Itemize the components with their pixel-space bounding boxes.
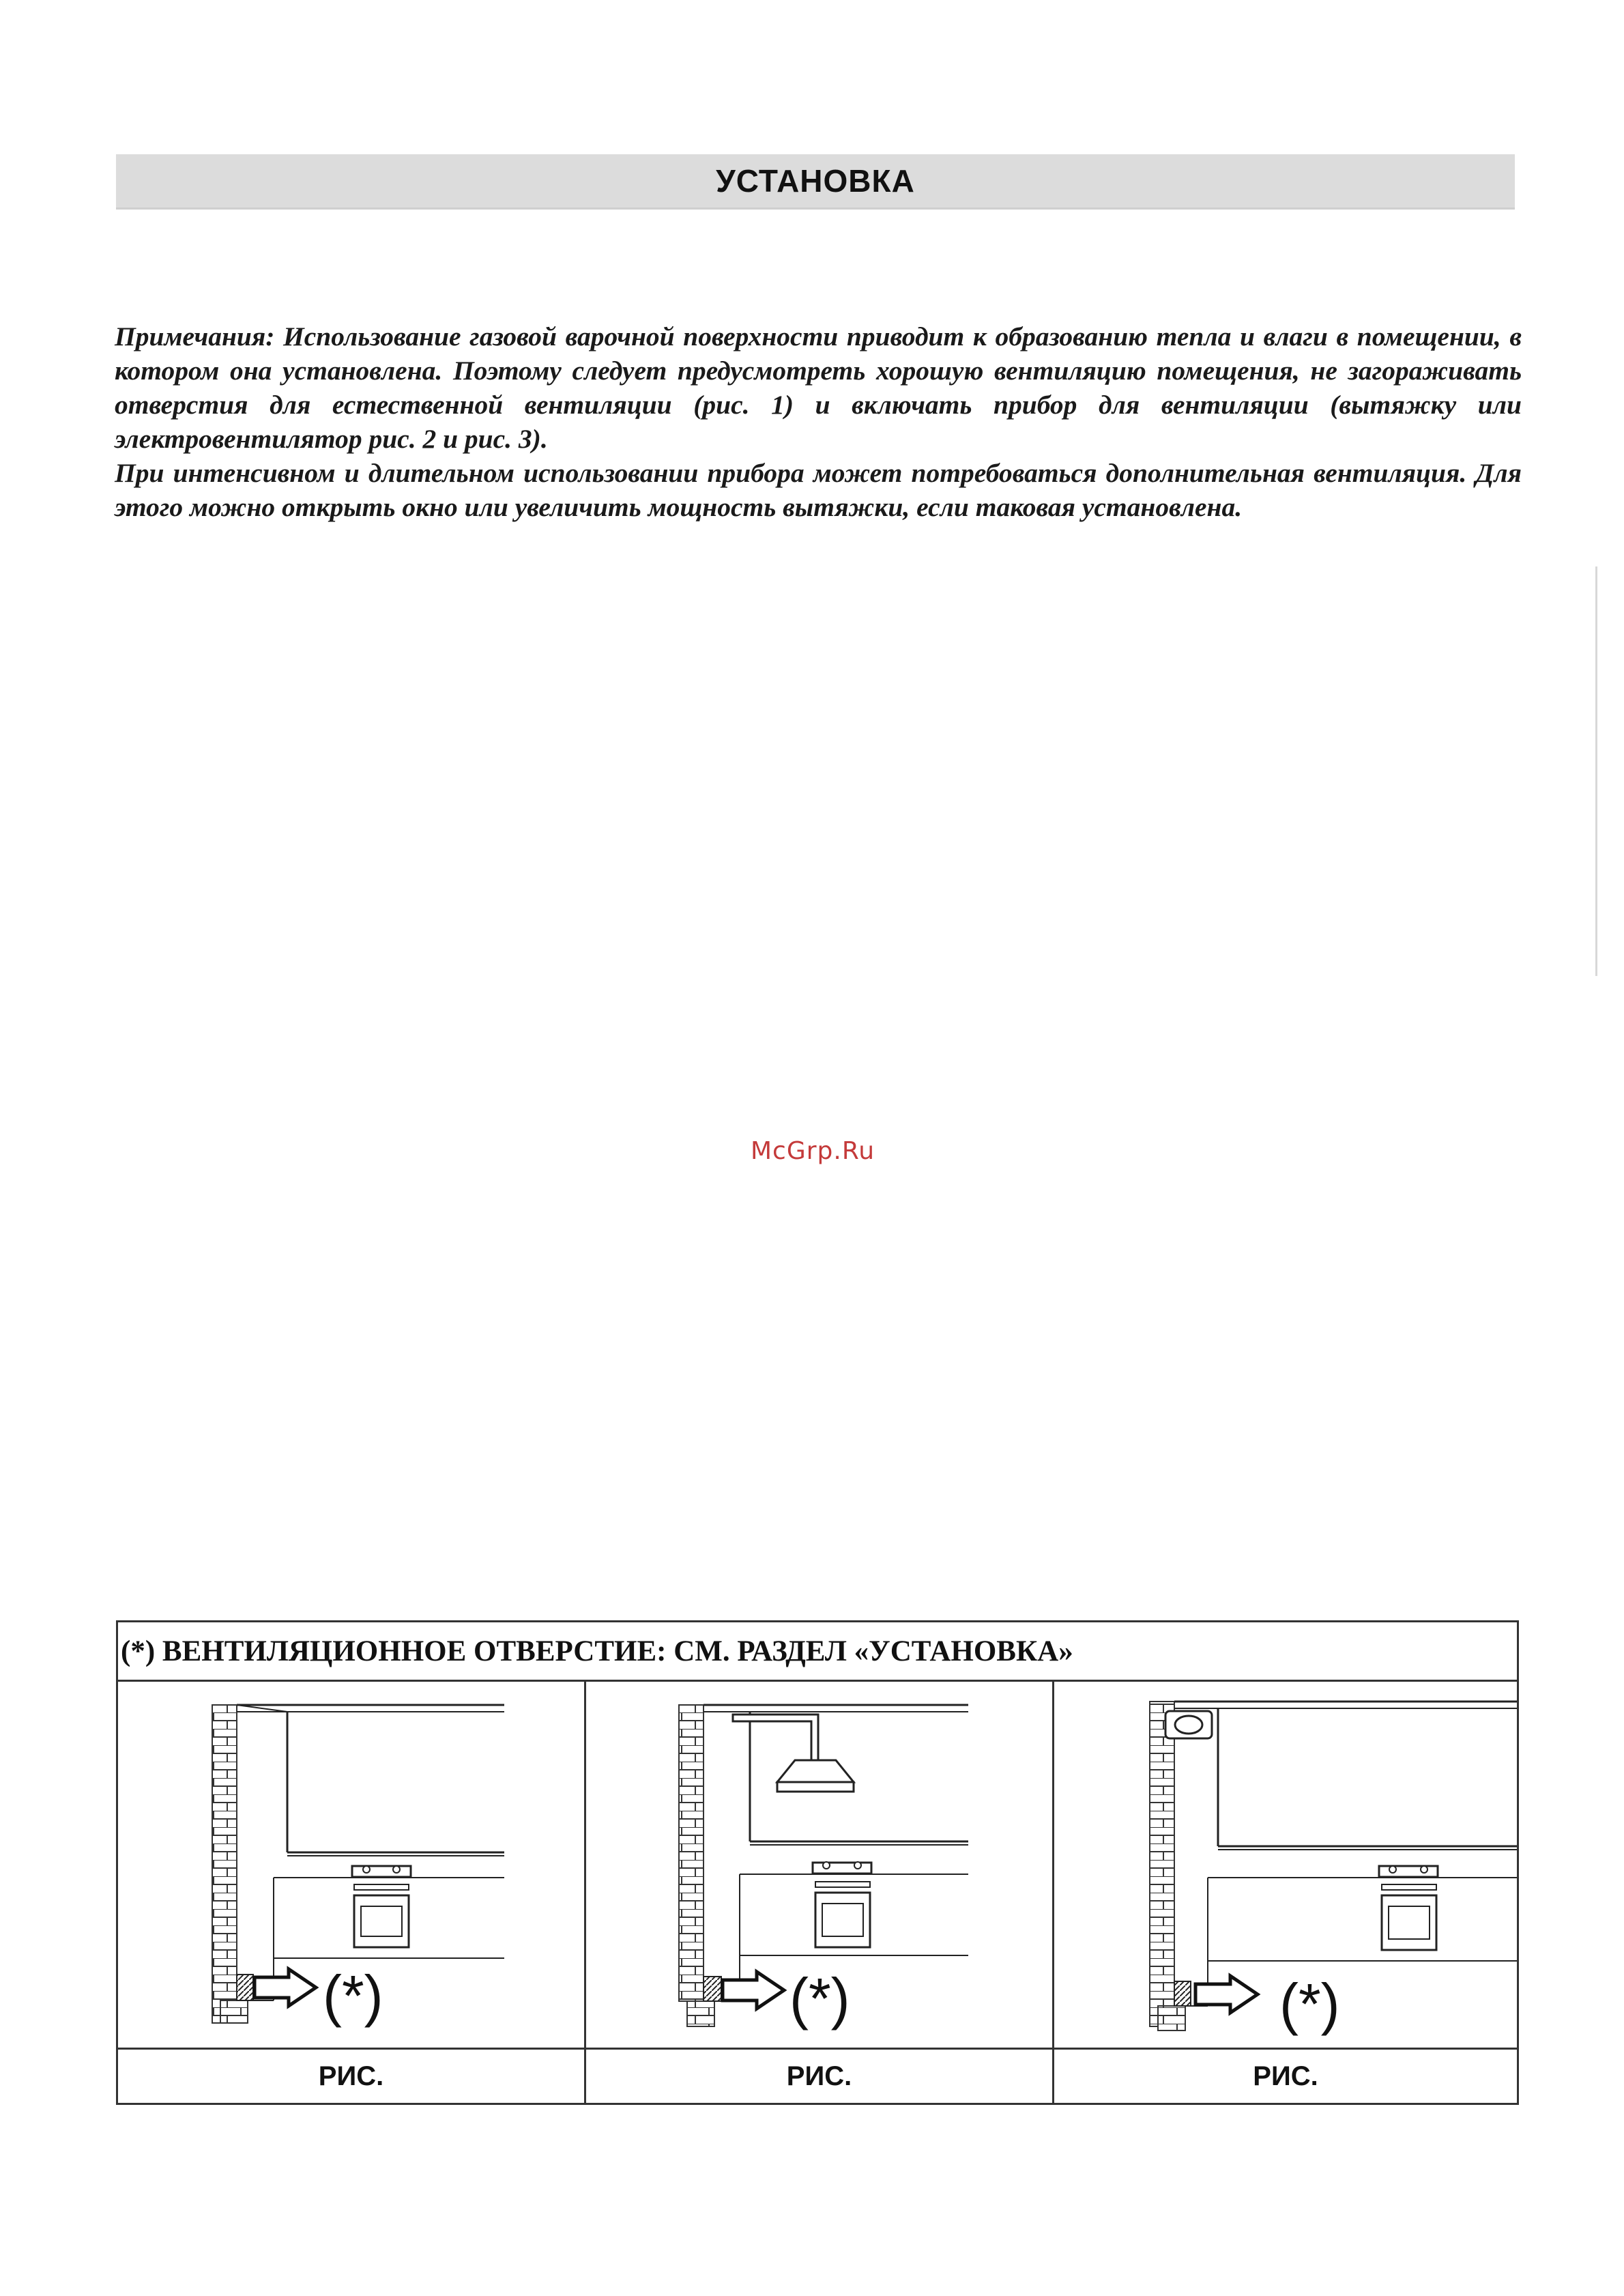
notes-paragraph-2: При интенсивном и длительном использовании прибора может потребоваться дополнительная вентиляция. Для этого можно открыть окно или увеличить мощность вытяжки, если таковая установлена. [115,458,1522,522]
section-header-bar [116,154,1515,210]
hood-icon [777,1760,854,1782]
figure-2-cell [586,1680,1054,2048]
airflow-arrow-icon [1195,1976,1258,2013]
figure-3-cell [1054,1680,1517,2048]
vent-grille [237,1975,253,2000]
vent-grille [704,1977,721,2001]
figure-1-illustration [118,1680,586,2048]
vent-marker: (*) [789,1966,850,2030]
brick-base [1158,2006,1185,2030]
watermark: McGrp.Ru [751,1137,875,1165]
figure-3-label-cell [1054,2048,1517,2103]
notes-paragraph-1: Примечания: Использование газовой варочной поверхности приводит к образованию тепла и влаги в помещении, в котором она установлена. Поэтому следует предусмотреть хорошую вентиляцию помещения, не загораживать отверстия для естественной вентиляции (рис. 1) и включать прибор для вентиляции (вытяжку или электровентилятор рис. 2 и рис. 3). [115,321,1522,454]
figure-2-label-cell [586,2048,1054,2103]
vent-marker: (*) [1279,1972,1340,2036]
figure-3-label: РИС. [1253,2061,1318,2091]
hood-duct [733,1714,818,1760]
figure-2-label: РИС. [786,2061,852,2091]
vent-marker: (*) [323,1964,383,2028]
figures-caption-row [118,1622,1517,1682]
section-title: УСТАНОВКА [716,163,915,199]
cooktop-icon [352,1866,411,1877]
cooktop-icon [1379,1866,1438,1877]
brick-base [220,2000,248,2023]
figure-1-cell [118,1680,586,2048]
margin-line [1595,566,1597,976]
figures-caption: (*) ВЕНТИЛЯЦИОННОЕ ОТВЕРСТИЕ: СМ. РАЗДЕЛ «УСТАНОВКА» [121,1635,1073,1667]
brick-base [687,2001,714,2026]
vent-grille [1174,1981,1191,2006]
figure-3-illustration [1054,1680,1517,2048]
figure-1-label: РИС. [318,2061,384,2091]
brick-wall [1150,1702,1174,2026]
figure-2-illustration [586,1680,1054,2048]
airflow-arrow-icon [723,1972,784,2009]
figures-table [116,1620,1519,2105]
notes-block [115,319,1522,524]
brick-wall [212,1705,237,2023]
figure-1-label-cell [118,2048,586,2103]
cooktop-icon [813,1863,871,1874]
brick-wall [679,1705,704,2001]
